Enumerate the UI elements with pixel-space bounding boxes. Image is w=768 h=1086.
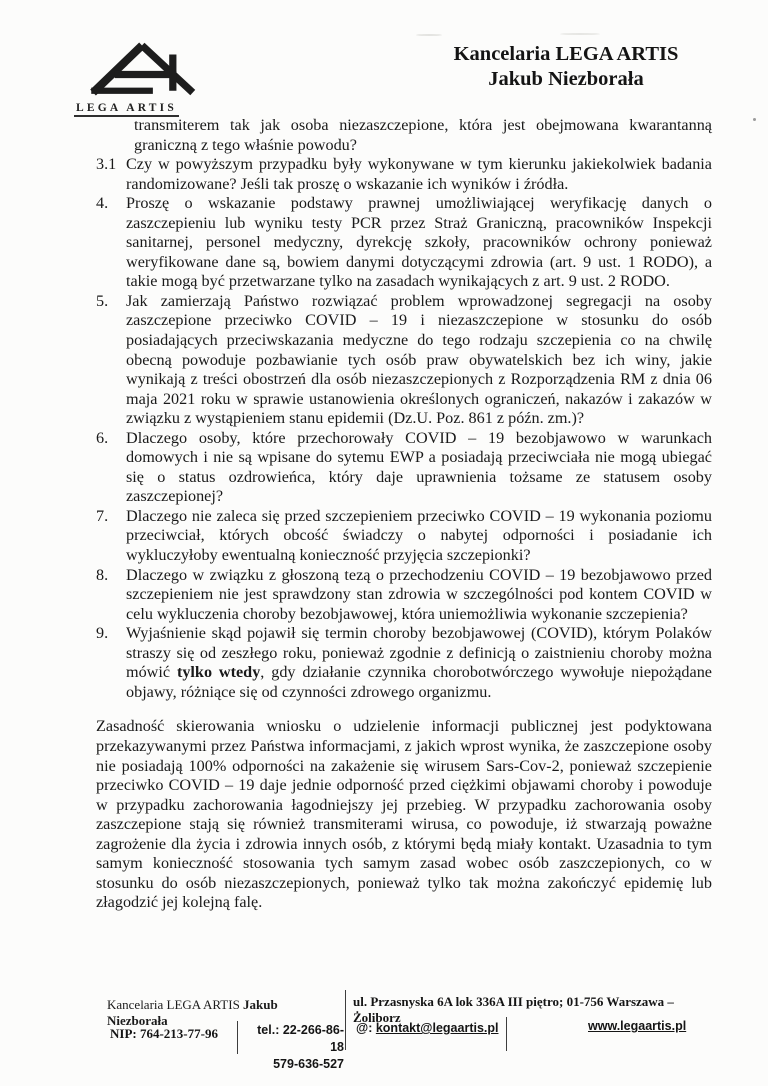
list-item-text: Czy w powyższym przypadku były wykonywane w tym kierunku jakiekolwiek badania randomizowane? Jeśli tak proszę o wskazanie ich wyników i źródła. xyxy=(126,155,712,193)
footer-person-name: Jakub Niezborała xyxy=(107,997,278,1028)
list-item-6 xyxy=(96,429,712,507)
footer-email-address: kontakt@legaartis.pl xyxy=(375,1021,499,1035)
list-item-text-before: Wyjaśnienie skąd pojawił się termin choroby bezobjawowej (COVID), którym Polaków straszy się od zeszłego roku, ponieważ zgodnie z definicją o zaistnieniu choroby można mówić xyxy=(126,624,712,682)
list-item-bold-phrase: tylko wtedy xyxy=(176,663,261,682)
list-item-number: 4. xyxy=(96,194,109,213)
footer-address: ul. Przasnyska 6A lok 336A III piętro; 01-756 Warszawa – Żoliborz xyxy=(353,994,674,1025)
list-item-number: 5. xyxy=(96,291,109,310)
footer-phone-line2: 579-636-527 xyxy=(273,1057,344,1071)
footer-phone xyxy=(246,1022,344,1073)
closing-paragraph: Zasadność skierowania wniosku o udzielenie informacji publicznej jest podyktowana przekazywanymi przez Państwa informacjami, z jakich wprost wynika, że zaszczepione osoby nie posiadają 100% odporności na zakażenie się wirusem Sars-Cov-2, ponieważ szczepienie przeciwko COVID – 19 daje jednie odporność przed ciężkimi objawami choroby i powoduje w przypadku zachorowania łagodniejszy jej przebieg. W przypadku zachorowania osoby zaszczepione stają się również transmiterami wirusa, co powoduje, iż stwarzają poważne zagrożenie dla życia i zdrowia innych osób, z którymi będą miały kontakt. Uzasadnia to tym samym konieczność stosowania tych samym zasad wobec osób zaszczepionych, co w stosunku do osób niezaszczepionych, ponieważ tylko tak można zakończyć epidemię lub złagodzić jej kolejną falę. xyxy=(96,717,712,912)
list-item-3-1 xyxy=(96,155,712,194)
list-item-5 xyxy=(96,292,712,429)
list-item-text: Dlaczego osoby, które przechorowały COVID – 19 bezobjawowo w warunkach domowych i nie są wpisane do sytemu EWP a posiadają przeciwciała nie mogą ubiegać się o status ozdrowieńca, który daje uprawnienia tożsame ze statusem osoby zaszczepionej? xyxy=(126,428,712,506)
scan-speck xyxy=(753,118,756,121)
list-item-number: 6. xyxy=(96,428,109,447)
letterhead-firm-name: Kancelaria LEGA ARTIS xyxy=(453,43,679,65)
list-item-number: 9. xyxy=(96,624,109,643)
letterhead-person-name: Jakub Niezborała xyxy=(488,67,644,90)
list-item-number: 8. xyxy=(96,565,109,584)
list-item-number: 3.1 xyxy=(96,155,117,174)
footer-phone-line1: tel.: 22-266-86-18 xyxy=(257,1023,344,1054)
list-item-text: Dlaczego w związku z głoszoną tezą o przechodzeniu COVID – 19 bezobjawowo przed szczepieniem nie jest sprawdzony stan zdrowia w szczególności pod kontem COVID w celu wykluczenia choroby bezobjawowej, która uniemożliwia wykonanie szczepienia? xyxy=(126,565,712,623)
list-item-text: Jak zamierzają Państwo rozwiązać problem wprowadzonej segregacji na osoby zaszczepione przeciwko COVID – 19 i niezaszczepione w stosunku do osób posiadających przeciwskazania medyczne do tego rodzaju szczepienia co na chwilę obecną powoduje pozbawianie tych osób praw obywatelskich bez ich winy, jakie wynikają z treści obostrzeń dla osób niezaszczepionych z Rozporządzenia RM z dnia 06 maja 2021 roku w sprawie ustanowienia określonych ograniczeń, nakazów i zakazów w związku z wystąpieniem stanu epidemii (Dz.U. Poz. 861 z późn. zm.)? xyxy=(126,291,712,428)
footer-divider-email-www xyxy=(506,1017,507,1051)
footer-firm-name: Kancelaria LEGA ARTIS xyxy=(107,997,240,1012)
footer-nip: NIP: 764-213-77-96 xyxy=(110,1026,218,1041)
scan-smudge xyxy=(560,33,600,35)
list-item-text: Proszę o wskazanie podstawy prawnej umożliwiającej weryfikację danych o zaszczepieniu lub wyniku testy PCR przez Straż Graniczną, pracowników Inspekcji sanitarnej, personel medyczny, dyrekcję szkoły, pracowników ochrony ponieważ weryfikowane dane są, bowiem danymi dotyczącymi zdrowia (art. 9 ust. 1 RODO), a takie mogą być przetwarzane tylko na zasadach wynikających z art. 9 ust. 2 RODO. xyxy=(126,194,712,291)
letter-body xyxy=(96,116,712,913)
paragraph-continuation: transmiterem tak jak osoba niezaszczepione, która jest obejmowana kwarantanną graniczną z tego właśnie powodu? xyxy=(134,116,712,154)
footer-website: www.legaartis.pl xyxy=(588,1019,687,1033)
list-item-text-after: , gdy działanie czynnika chorobotwórczego wywołuje niepożądane objawy, różniące się od czynności zdrowego organizmu. xyxy=(126,663,712,701)
lega-artis-logo xyxy=(74,40,214,117)
letterhead-title xyxy=(396,42,736,91)
footer-divider-nip-tel xyxy=(237,1021,238,1054)
logo-brand-text: LEGA ARTIS xyxy=(74,102,179,117)
footer-divider-main xyxy=(345,990,346,1050)
footer-email xyxy=(356,1021,498,1035)
list-item-number: 7. xyxy=(96,506,109,525)
list-item-4 xyxy=(96,194,712,292)
email-at-icon: @: xyxy=(356,1021,373,1035)
list-item-text xyxy=(126,624,712,702)
list-item-9 xyxy=(96,624,712,702)
footer-firm xyxy=(107,997,339,1029)
list-item-7 xyxy=(96,507,712,566)
list-item-8 xyxy=(96,566,712,625)
scan-smudge xyxy=(416,34,442,36)
lega-artis-triangle-icon xyxy=(82,40,202,98)
list-item-text: Dlaczego nie zaleca się przed szczepieniem przeciwko COVID – 19 wykonania poziomu przeciwciał, których obcość świadczy o nabytej odporności i posiadanie ich wykluczyłoby ewentualną konieczność przyjęcia szczepionki? xyxy=(126,506,712,565)
